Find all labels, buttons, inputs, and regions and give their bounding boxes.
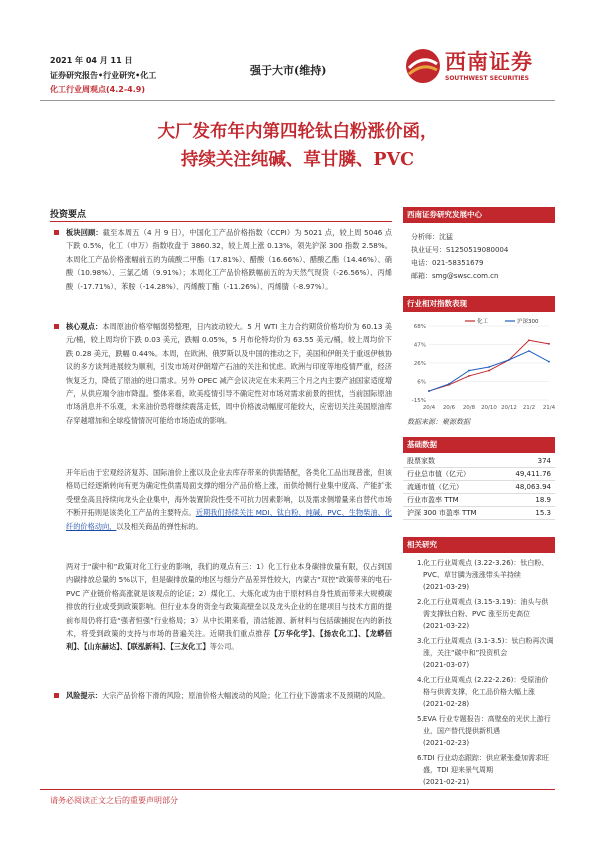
sidebar-research bbox=[403, 207, 555, 283]
basic-data-row bbox=[403, 507, 555, 520]
analyst-phone: 电话：021-58351679 bbox=[411, 259, 484, 267]
carbon-text: 两对于“碳中和”政策对化工行业的影响，我们的观点有三：1）化工行业本身碳排放量有限，仅占到国内碳排放总量的 5%以下，但是碳排放量的地区与细分产品差异性较大，内蒙古“双控”政策带来的电石-PVC 产业链价格高涨就是该观点的论证；2）煤化工、大炼化或为由于原材料自身性质而带来大规模碳排放的行业或受到政策影响。但行业本身的资金与政策高壁垒以及龙头企业的在建项目与技术方面的提前布局仍将打造“强者恒强”行业格局；3）从中长期来看，清洁能源、新材料与包括碳捕捉在内的新技术，将受到政策的支持与市场的普遍关注。近期我们重点推荐 bbox=[66, 562, 392, 639]
basic-key: 沪深 300 市盈率 TTM bbox=[407, 509, 477, 517]
footer-divider bbox=[40, 789, 555, 790]
data-point bbox=[488, 366, 490, 368]
header-divider bbox=[40, 100, 555, 101]
related-report-item[interactable] bbox=[403, 596, 555, 632]
logo-mark-icon bbox=[405, 48, 441, 84]
paragraph-risk bbox=[66, 689, 392, 702]
basic-data-row bbox=[403, 468, 555, 481]
carbon-end: 等公司。 bbox=[209, 642, 239, 652]
analyst-name: 分析师：沈猛 bbox=[411, 233, 453, 241]
related-report-item[interactable] bbox=[403, 713, 555, 749]
sidebar-basic-data bbox=[403, 437, 555, 520]
data-point bbox=[468, 375, 470, 377]
core-text: 本周原油价格窄幅弱势整理，日内波动较大。5 月 WTI 主力合约期货价格均价为 60.13 美元/桶，较上周均价下跌 0.03 美元，跌幅 0.05%，5 月布伦特均价为 63.55 美元/桶，较上周均价下跌 0.28 美元，跌幅 0.44%。本周，在欧洲、俄罗斯以及中国的推动之下，美国和伊朗关于重返伊核协议的多方谈判进展较为顺利，引发市场对伊朗增产石油的关注和忧虑。欧洲与印度等地疫情严重，经济恢复乏力，降低了原油的进口需求。另外 OPEC 减产会议决定在未来两三个月之内主要产油国家适度增产，从供应端令油市降温。整体来看，欧美疫情引导不确定性对市场对需求前景的担忧，当前国际原油市场消息并不乐观，未来油价恐将继续震荡走低，周中价格波动幅度可能较大，应密切关注美国原油库存穿越增加和全球疫情情况可能给市场造成的影响。 bbox=[66, 322, 393, 425]
related-title: 化工行业周观点 (3.22-3.26)：钛白粉、PVC、草甘膦为涨涨带头羊持续 bbox=[423, 559, 549, 579]
basic-key: 行业总市值（亿元） bbox=[407, 470, 470, 478]
related-report-item[interactable] bbox=[403, 752, 555, 788]
related-index: 1. bbox=[417, 559, 424, 567]
core-label: 核心观点： bbox=[66, 322, 103, 331]
related-title: 化工行业周观点 (3.1-3.5)：钛白粉再次调涨，关注“碳中和”投资机会 bbox=[423, 637, 554, 657]
risk-label: 风险提示： bbox=[66, 691, 102, 700]
basic-data-row bbox=[403, 481, 555, 494]
y-tick-label: -15% bbox=[411, 398, 426, 404]
related-report-item[interactable] bbox=[403, 557, 555, 593]
report-date: 2021 年 04 月 11 日 bbox=[50, 56, 133, 65]
related-report-item[interactable] bbox=[403, 674, 555, 710]
data-point bbox=[548, 343, 550, 345]
sidebar-performance bbox=[403, 296, 555, 429]
basic-key: 股票家数 bbox=[407, 457, 435, 465]
related-title: EVA 行业专题报告：高壁垒的光伏上游行业，国产替代提供新机遇 bbox=[423, 715, 551, 735]
basic-value: 18.9 bbox=[535, 496, 551, 504]
data-point bbox=[488, 370, 490, 372]
y-tick-label: 47% bbox=[413, 342, 426, 349]
risk-text: 大宗产品价格下滑的风险；原油价格大幅波动的风险；化工行业下游需求不及预期的风险。 bbox=[101, 691, 390, 700]
related-date: (2021-02-21) bbox=[423, 778, 470, 786]
related-index: 6. bbox=[417, 754, 424, 762]
research-heading: 西南证券研究发展中心 bbox=[403, 207, 555, 223]
bullet-icon bbox=[54, 693, 59, 698]
market-link[interactable]: 近期我们持续关注 MDI、钛白粉、纯碱、PVC、生物柴油、化纤的价格动向， bbox=[66, 508, 392, 531]
section-rule bbox=[50, 221, 392, 222]
data-point bbox=[448, 383, 450, 385]
sidebar-related bbox=[403, 537, 555, 791]
related-date: (2021-03-07) bbox=[423, 661, 470, 669]
paragraph-core bbox=[66, 320, 392, 427]
legend-label: 沪深300 bbox=[517, 319, 539, 325]
related-title: 化工行业周观点 (3.15-3.19)：油头与供需支撑钛白粉、PVC 涨至历史高位 bbox=[423, 598, 549, 618]
performance-chart bbox=[403, 316, 555, 416]
title-line-1: 大厂发布年内第四轮钛白粉涨价函， bbox=[157, 122, 438, 142]
basic-key: 行业市盈率 TTM bbox=[407, 496, 459, 504]
bullet-icon bbox=[54, 230, 59, 235]
x-tick-label: 20/12 bbox=[501, 405, 517, 411]
basic-value: 15.3 bbox=[535, 509, 551, 517]
basic-data-row bbox=[403, 494, 555, 507]
market-tail: 以及相关商品的弹性标的。 bbox=[116, 521, 203, 531]
basic-value: 48,063.94 bbox=[515, 483, 551, 491]
related-heading: 相关研究 bbox=[403, 537, 555, 553]
related-index: 5. bbox=[417, 715, 424, 723]
x-tick-label: 20/8 bbox=[462, 405, 476, 411]
x-tick-label: 20/4 bbox=[422, 405, 436, 411]
y-tick-label: 26% bbox=[413, 361, 426, 367]
basic-key: 流通市值（亿元） bbox=[407, 483, 463, 491]
x-tick-label: 20/6 bbox=[442, 405, 456, 411]
data-point bbox=[528, 339, 530, 341]
basic-value: 374 bbox=[537, 457, 551, 465]
data-point bbox=[468, 370, 470, 372]
title-line-2: 持续关注纯碱、草甘膦、PVC bbox=[180, 150, 415, 170]
basic-value: 49,411.76 bbox=[515, 470, 551, 478]
series-line bbox=[429, 340, 549, 391]
data-point bbox=[508, 359, 510, 361]
carbon-picks: 【万华化学】、【扬农化工】、【龙蟒佰利】、【山东赫达】、【联泓新科】、【三友化工】 bbox=[66, 629, 392, 652]
footer-disclaimer: 请务必阅读正文之后的重要声明部分 bbox=[50, 796, 178, 805]
related-index: 3. bbox=[417, 637, 424, 645]
market-text: 开年后由于宏观经济复苏、国际油价上涨以及企业去库存带来的供需错配，各类化工品出现普涨，但该格局已经逐渐转向有更为确定性供需局面支撑的细分产品价格上涨，而供给侧行业集中度高、产能扩张受壁垒高且持续向龙头企业集中，海外装置阶段性受不可抗力因素影响，以及需求侧增量来自替代市场不断开拓则是该类化工产品的主要特点。 bbox=[66, 468, 392, 518]
related-date: (2021-03-22) bbox=[423, 622, 470, 630]
performance-heading: 行业相对指数表现 bbox=[403, 296, 555, 312]
related-date: (2021-02-23) bbox=[423, 739, 470, 747]
review-label: 板块回顾： bbox=[66, 228, 103, 237]
related-index: 4. bbox=[417, 676, 424, 684]
data-point bbox=[428, 390, 430, 392]
data-point bbox=[528, 350, 530, 352]
y-tick-label: 6% bbox=[417, 379, 426, 386]
x-tick-label: 21/2 bbox=[522, 405, 536, 411]
report-series: 化工行业周观点(4.2-4.9) bbox=[50, 85, 145, 94]
related-date: (2021-02-28) bbox=[423, 700, 470, 708]
basic-data-row bbox=[403, 455, 555, 468]
related-index: 2. bbox=[417, 598, 424, 606]
company-logo bbox=[405, 44, 565, 90]
analyst-cert: 执业证号：S1250519080004 bbox=[411, 246, 509, 254]
report-type: 证券研究报告•行业研究•化工 bbox=[50, 71, 157, 80]
y-tick-label: 68% bbox=[413, 324, 426, 330]
basic-heading: 基础数据 bbox=[403, 437, 555, 453]
related-title: TDI 行业动态跟踪：供应紧张叠加需求旺盛，TDI 迎来景气周期 bbox=[423, 754, 549, 774]
x-tick-label: 20/10 bbox=[481, 405, 497, 411]
paragraph-carbon bbox=[66, 560, 392, 654]
section-heading: 投资要点 bbox=[50, 210, 87, 220]
chart-source: 数据来源：聚源数据 bbox=[407, 418, 470, 426]
paragraph-market bbox=[66, 466, 392, 533]
review-text: 截至本周五（4 月 9 日），中国化工产品价格指数（CCPI）为 5021 点，较上周 5046 点下跌 0.5%，化工（申万）指数收盘于 3860.32，较上周上涨 0.13%，领先沪深 300 指数 2.58%。本周化工产品价格涨幅前五的为硫酸二甲酯（17.81%）、醋酸（16.66%）、醋酸乙酯（14.46%）、硝酸（10.98%）、三氯乙烯（9.91%）；本周化工产品价格跌幅前五的为天然气现货（-26.56%）、丙烯酸（-17.71%）、苯胺（-14.28%）、丙烯酸丁酯（-11.26%）、丙烯腈（-8.97%）。 bbox=[66, 228, 392, 291]
related-report-item[interactable] bbox=[403, 635, 555, 671]
analyst-email[interactable]: 邮箱：smg@swsc.com.cn bbox=[411, 272, 499, 280]
x-tick-label: 21/4 bbox=[542, 405, 555, 411]
related-title: 化工行业周观点 (2.22-2.26)：受原油价格与供需支撑，化工品价格大幅上涨 bbox=[423, 676, 549, 696]
bullet-icon bbox=[54, 324, 59, 329]
rating: 强于大市(维持) bbox=[250, 64, 327, 77]
related-date: (2021-03-29) bbox=[423, 583, 470, 591]
data-point bbox=[548, 361, 550, 363]
logo-en: SOUTHWEST SECURITIES bbox=[445, 75, 529, 82]
paragraph-review bbox=[66, 226, 392, 293]
logo-cn: 西南证券 bbox=[445, 49, 533, 74]
legend-label: 化工 bbox=[477, 319, 489, 325]
